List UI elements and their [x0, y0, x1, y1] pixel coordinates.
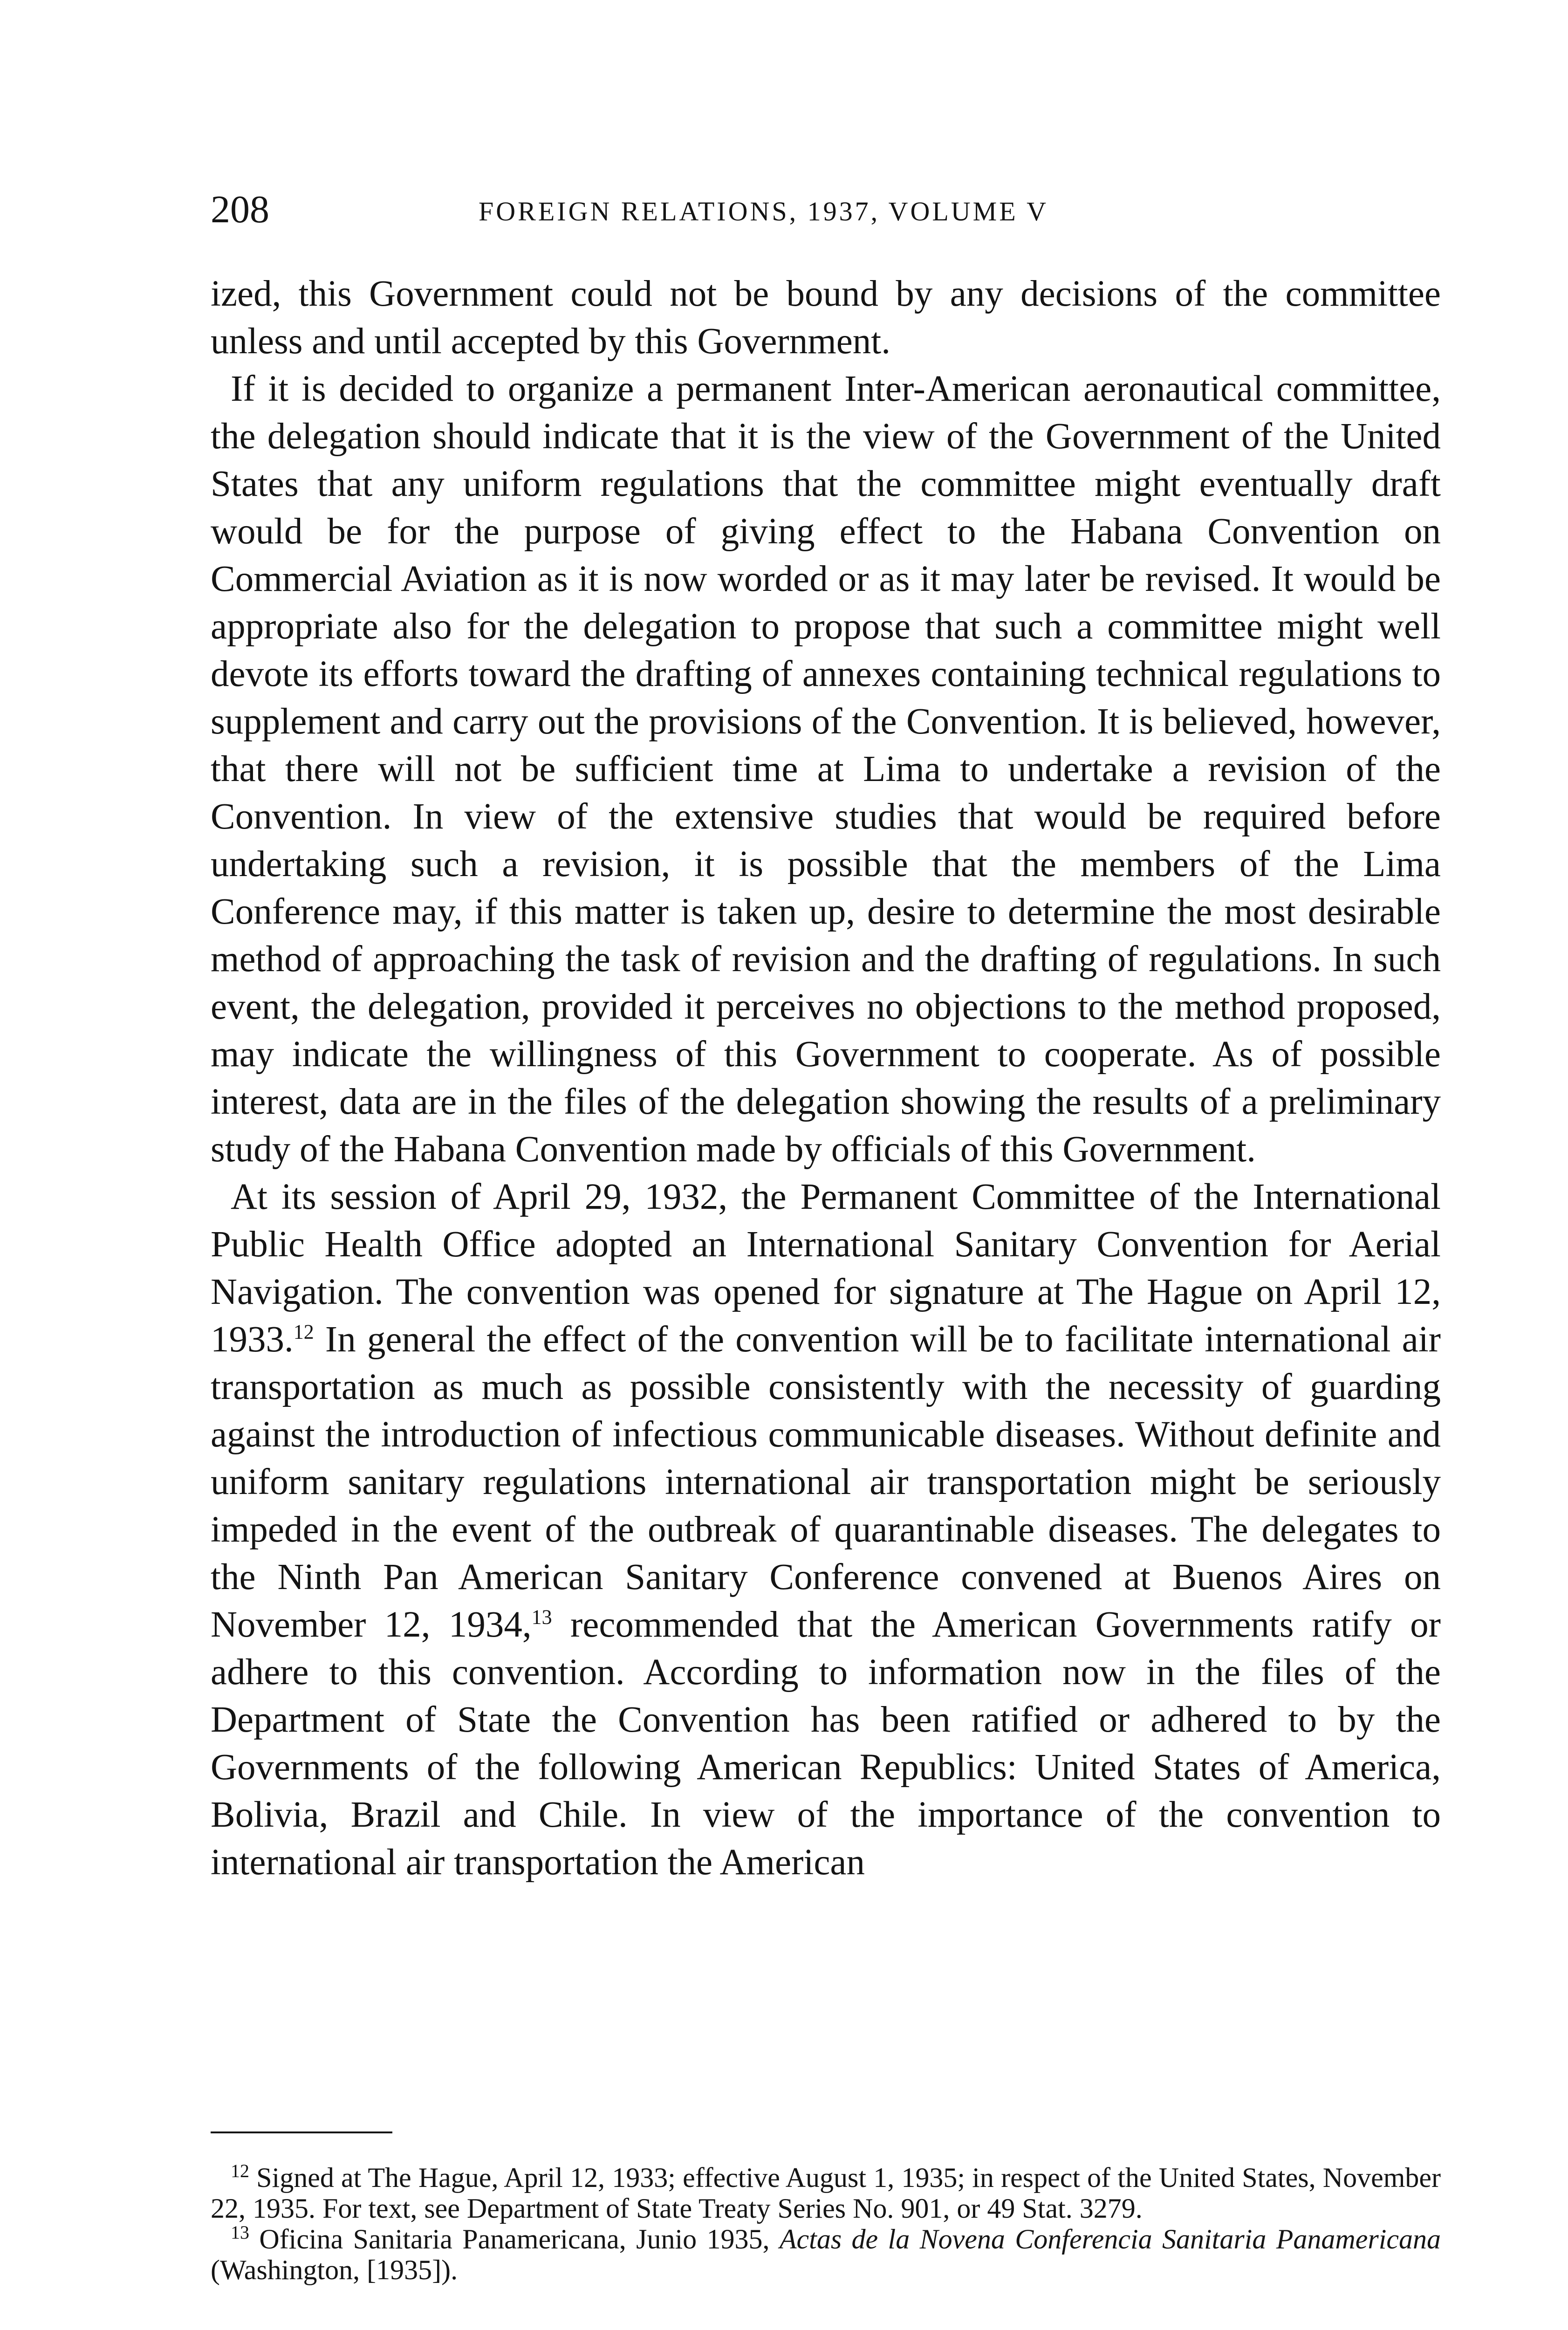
paragraph-aeronautical-committee: If it is decided to organize a permanent Inter-American aeronautical committee, the delegation should indicate that it is the view of the Government of the United States that any uniform regulations that the committee might eventually draft would be for the purpose of giving effect to the Habana Convention on Commercial Aviation as it is now worded or as it may later be revised. It would be appropriate also for the delegation to propose that such a committee might well devote its efforts toward the drafting of annexes containing technical regulations to supplement and carry out the provisions of the Convention. It is believed, however, that there will not be sufficient time at Lima to undertake a revision of the Convention. In view of the extensive studies that would be required before undertaking such a revision, it is possible that the members of the Lima Conference may, if this matter is taken up, desire to determine the most desirable method of approaching the task of revision and the drafting of regulations. In such event, the delegation, provided it perceives no objections to the method proposed, may indicate the willingness of this Government to cooperate. As of possible interest, data are in the files of the delegation showing the results of a preliminary study of the Habana Convention made by officials of this Government. — [211, 369, 1441, 1170]
footnote-publication-title: Actas de la Novena Conferencia Sanitaria Panamericana — [779, 2224, 1441, 2255]
footnote-text: Signed at The Hague, April 12, 1933; effective August 1, 1935; in respect of the United States, November 22, 1935. For text, see Department of State Treaty Series No. 901, or 49 Stat. 3279. — [211, 2162, 1441, 2224]
footnote-reference-12[interactable]: 12 — [293, 1320, 314, 1343]
footnote-text: Oficina Sanitaria Panamericana, Junio 1935, — [259, 2224, 780, 2255]
footnote-13 — [211, 2224, 1441, 2285]
footnote-marker: 13 — [231, 2222, 249, 2243]
footnote-text: (Washington, [1935]). — [211, 2255, 458, 2285]
footnote-marker: 12 — [231, 2160, 249, 2181]
main-text — [211, 270, 1441, 1886]
page-number: 208 — [211, 188, 269, 231]
paragraph-continued: ized, this Government could not be bound by any decisions of the committee unless and until accepted by this Government. — [211, 274, 1441, 362]
running-title: FOREIGN RELATIONS, 1937, VOLUME V — [479, 196, 1048, 226]
footnote-reference-13[interactable]: 13 — [531, 1605, 552, 1629]
paragraph-sanitary-convention — [211, 1173, 1441, 1886]
footnotes — [211, 2162, 1441, 2285]
paragraph-text: At its session of April 29, 1932, the Permanent Committee of the International Public Health Office adopted an International Sanitary Convention for Aerial Navigation. The convention was opened for signature at The Hague on April 12, 1933. — [211, 1177, 1441, 1360]
footnote-12 — [211, 2162, 1441, 2224]
page-header — [211, 186, 1441, 238]
paragraph-text: recommended that the American Governments ratify or adhere to this convention. According to information now in the files of the Department of State the Convention has been ratified or adhered to by the Governments of the following American Republics: United States of America, Bolivia, Brazil and Chile. In view of the importance of the convention to international air transportation the American — [211, 1604, 1441, 1883]
footnote-divider — [211, 2131, 392, 2133]
paragraph-text: In general the effect of the convention will be to facilitate international air transportation as much as possible consistently with the necessity of guarding against the introduction of infectious communicable diseases. Without definite and uniform sanitary regulations international air transportation might be seriously impeded in the event of the outbreak of quarantinable diseases. The delegates to the Ninth Pan American Sanitary Conference convened at Buenos Aires on November 12, 1934, — [211, 1319, 1441, 1645]
